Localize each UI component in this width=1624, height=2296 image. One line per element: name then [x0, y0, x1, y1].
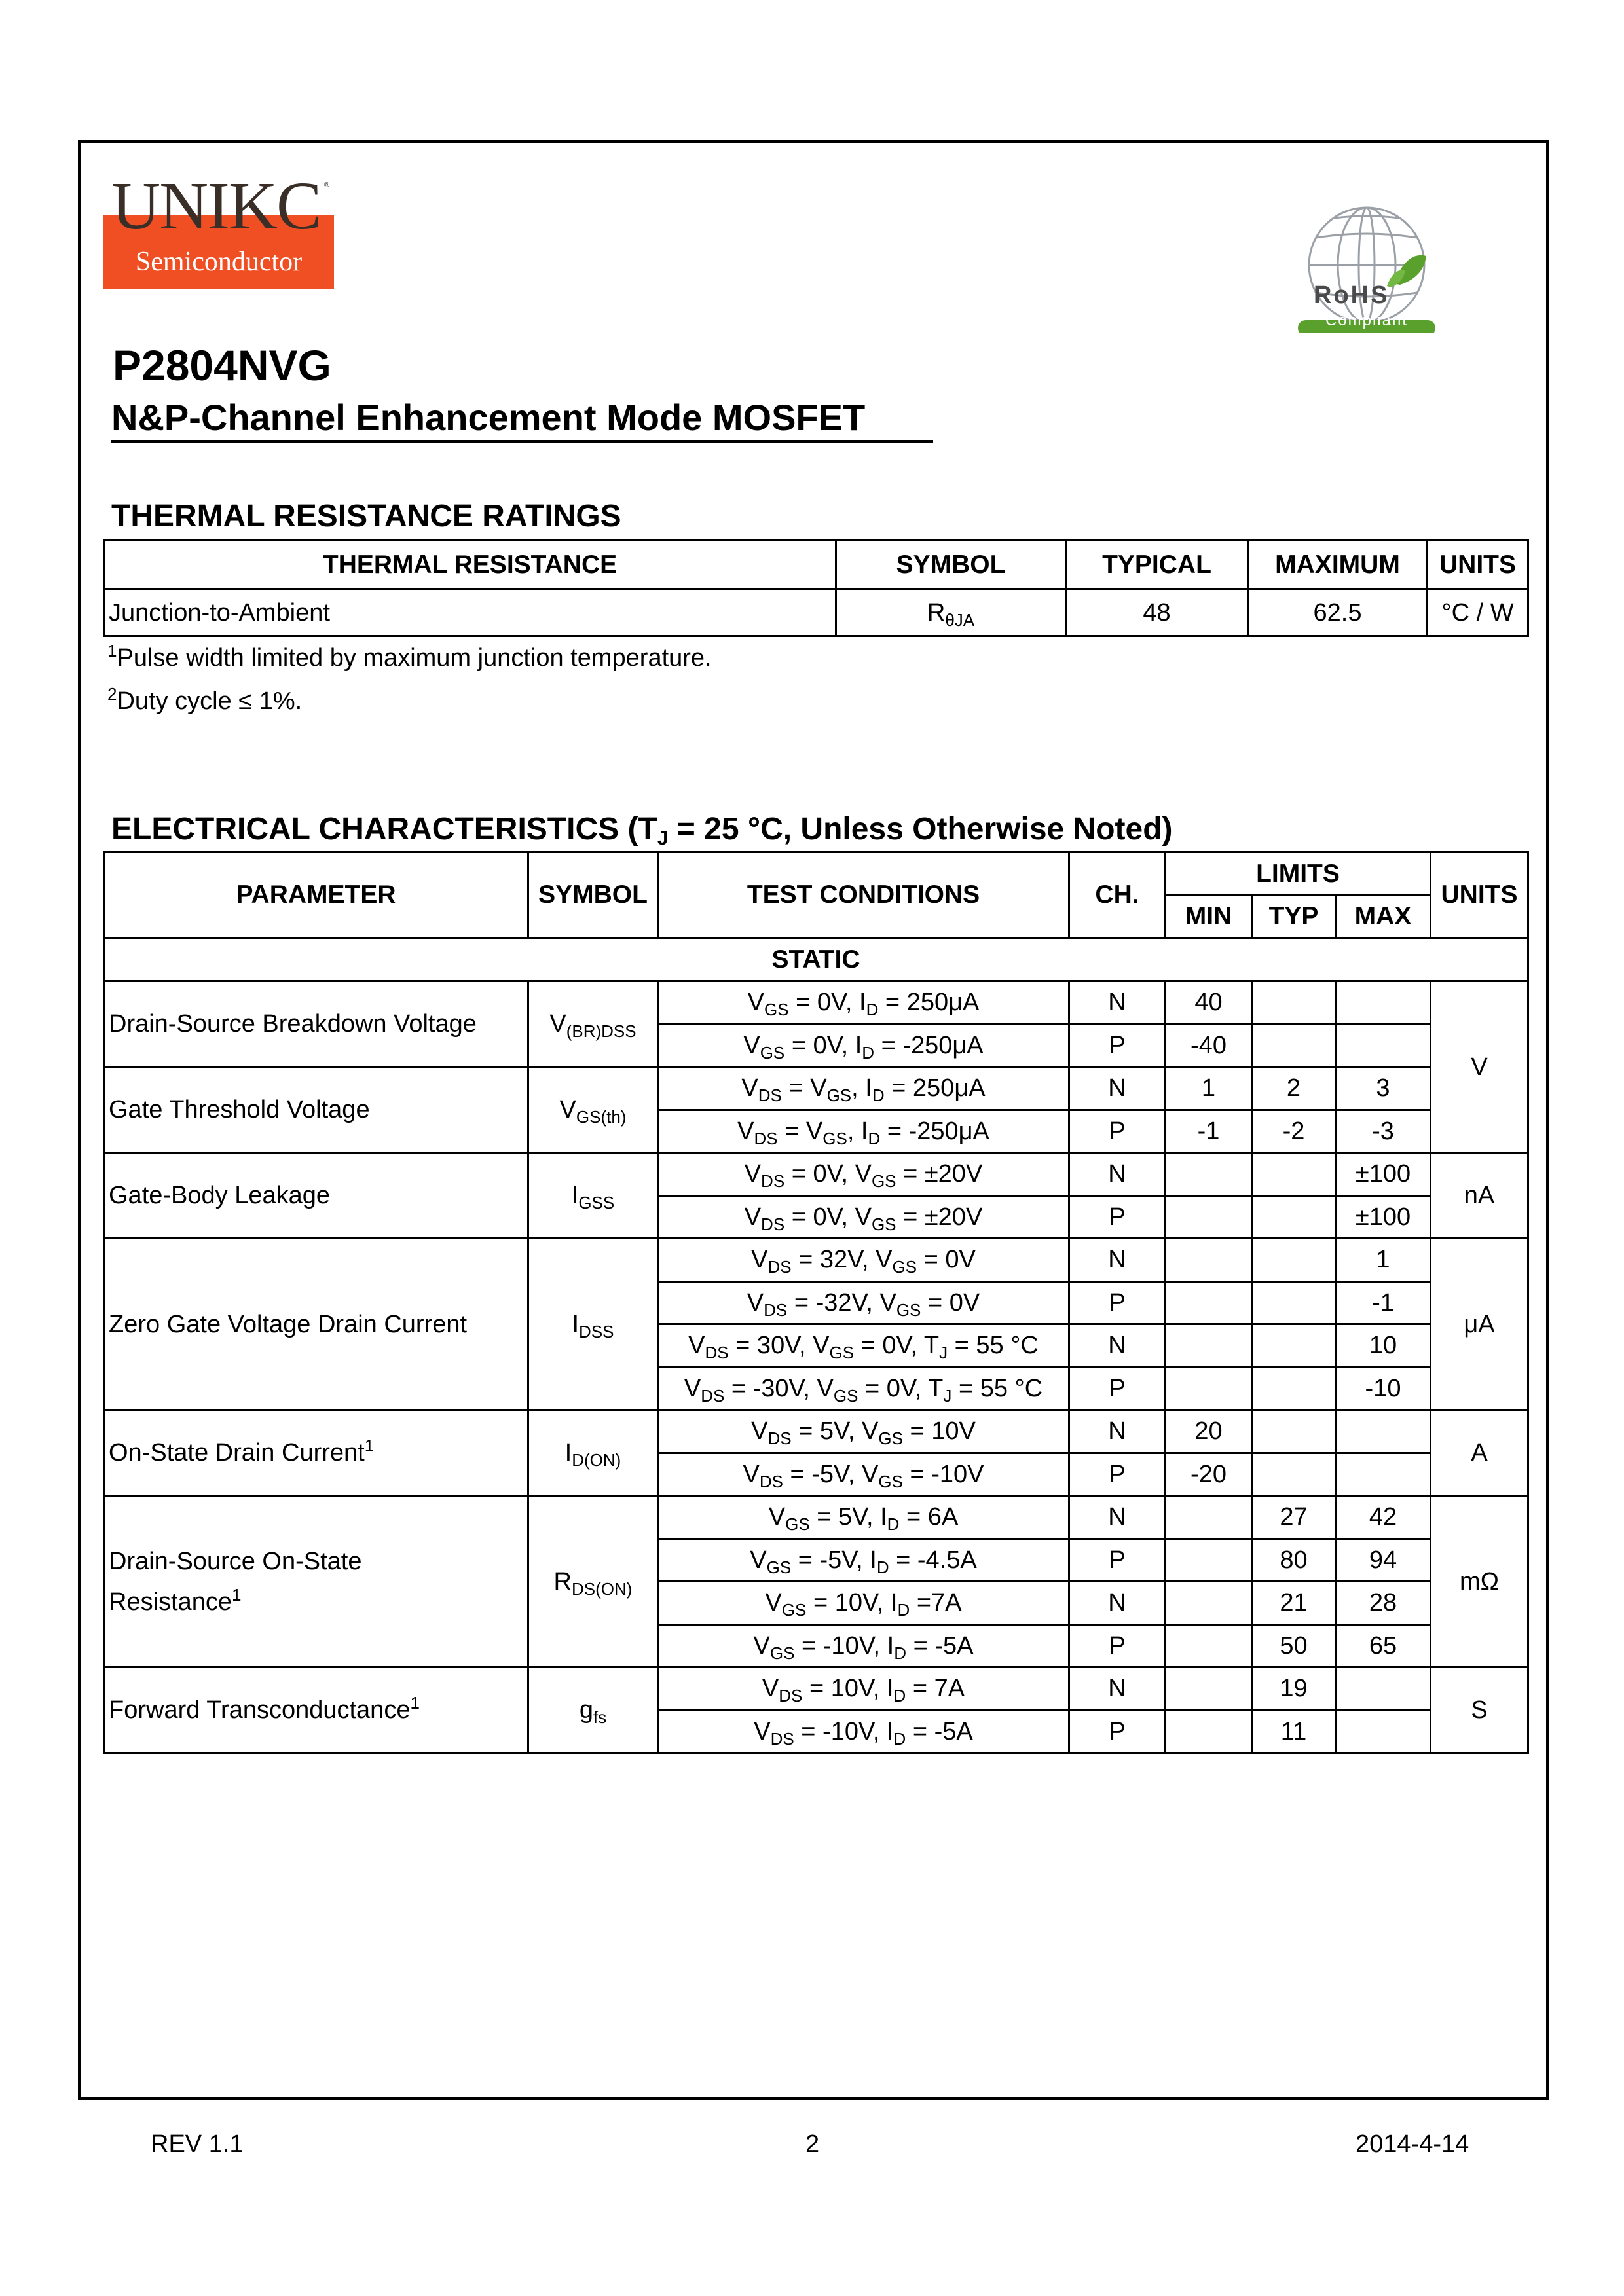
limit-max: 42 [1336, 1496, 1431, 1539]
electrical-header-row-1 [104, 852, 1528, 896]
cond-subscript: GS [769, 1643, 795, 1663]
param-name [104, 1667, 528, 1753]
limit-typ [1252, 1195, 1336, 1239]
cond-subscript: GS [766, 1557, 792, 1577]
channel: P [1069, 1195, 1166, 1239]
param-name [104, 981, 528, 1067]
cond-subscript: DS [761, 1171, 785, 1192]
electrical-heading: ELECTRICAL CHARACTERISTICS ($T_J = 25$ °C, Unless Otherwise Noted) [111, 812, 1173, 849]
limit-max [1336, 1710, 1431, 1753]
limit-typ: 21 [1252, 1582, 1336, 1625]
logo-subtitle: Semiconductor [135, 247, 303, 277]
units: S [1431, 1667, 1528, 1753]
cond-text: V [751, 1246, 768, 1274]
cond-subscript: DS [767, 1429, 792, 1449]
channel: N [1069, 1410, 1166, 1453]
cond-subscript: DS [701, 1385, 725, 1406]
cond-subscript: D [887, 1514, 900, 1535]
channel: N [1069, 1496, 1166, 1539]
cond-subscript: GS [764, 1000, 789, 1020]
thermal-maximum: 62.5 [1248, 589, 1428, 636]
cond-text: = V [777, 1117, 823, 1145]
cond-text: V [751, 1417, 768, 1446]
symbol-main: V [549, 1010, 566, 1038]
limit-max [1336, 981, 1431, 1025]
col-test-conditions: TEST CONDITIONS [658, 852, 1069, 938]
channel: P [1069, 1539, 1166, 1582]
limit-max [1336, 1024, 1431, 1067]
limit-max: ±100 [1336, 1153, 1431, 1196]
units: V [1431, 981, 1528, 1153]
cond-text: = -10V [902, 1460, 984, 1488]
cond-text: = ±20V [896, 1160, 983, 1188]
limit-min: -20 [1166, 1453, 1252, 1496]
thermal-heading: THERMAL RESISTANCE RATINGS [111, 499, 621, 534]
limit-min [1166, 1582, 1252, 1625]
logo-wordmark: UNIKC [111, 168, 321, 244]
units: A [1431, 1410, 1528, 1496]
cond-text: , I [847, 1117, 868, 1145]
footnote-mark: 1 [231, 1584, 242, 1605]
cond-text: V [754, 1717, 771, 1745]
test-condition [658, 1410, 1069, 1453]
param-name-text: Gate Threshold Voltage [109, 1096, 370, 1123]
channel: P [1069, 1024, 1166, 1067]
cond-text: V [762, 1675, 779, 1703]
limit-max: -1 [1336, 1281, 1431, 1324]
cond-text: V [753, 1631, 770, 1660]
cond-subscript: D [866, 1000, 879, 1020]
cond-text: V [747, 989, 765, 1017]
channel: N [1069, 1153, 1166, 1196]
cond-text: = -32V, V [787, 1288, 896, 1317]
param-name [104, 1067, 528, 1153]
cond-subscript: GS [781, 1600, 807, 1620]
limit-min: 1 [1166, 1067, 1252, 1110]
param-symbol [528, 981, 658, 1067]
test-condition [658, 1453, 1069, 1496]
channel: N [1069, 981, 1166, 1025]
spec-row [104, 1496, 1528, 1539]
cond-subscript: GS [822, 1128, 847, 1148]
company-logo [103, 168, 334, 289]
test-condition [658, 1195, 1069, 1239]
param-name-text: Gate-Body Leakage [109, 1182, 331, 1209]
symbol-sub: (BR)DSS [566, 1021, 637, 1041]
thermal-symbol: $R_{\theta JA}$ [836, 589, 1066, 636]
cond-text: V [744, 1203, 762, 1231]
param-symbol [528, 1239, 658, 1410]
cond-text: = 0V, V [784, 1203, 872, 1231]
test-condition [658, 1624, 1069, 1667]
electrical-table [103, 851, 1529, 1754]
limit-typ: 2 [1252, 1067, 1336, 1110]
param-name-line-2: Resistance [109, 1588, 232, 1616]
cond-text: V [743, 1031, 760, 1059]
test-condition [658, 1153, 1069, 1196]
limit-max: 28 [1336, 1582, 1431, 1625]
symbol-sub: DSS [579, 1321, 614, 1341]
cond-text: V [744, 1160, 762, 1188]
symbol-main: I [572, 1310, 580, 1338]
col-parameter: PARAMETER [104, 852, 528, 938]
cond-text: = -5V, I [791, 1546, 877, 1574]
cond-text: , I [851, 1074, 872, 1102]
cond-text: = -5A [906, 1631, 974, 1660]
cond-text: = V [781, 1074, 827, 1102]
symbol-sub: fs [593, 1707, 607, 1727]
cond-text: = 0V, V [784, 1160, 872, 1188]
cond-subscript: GS [892, 1257, 917, 1277]
cond-subscript: GS [826, 1085, 852, 1106]
channel: P [1069, 1110, 1166, 1153]
channel: N [1069, 1667, 1166, 1711]
col-typical: TYPICAL [1066, 541, 1248, 589]
cond-text: V [684, 1374, 701, 1402]
thermal-units: °C / W [1428, 589, 1528, 636]
cond-subscript: DS [754, 1128, 778, 1148]
param-name [104, 1410, 528, 1496]
limit-min [1166, 1239, 1252, 1282]
cond-text: =7A [910, 1589, 962, 1617]
cond-subscript: GS [760, 1042, 785, 1063]
cond-text: = 0V, T [854, 1332, 940, 1360]
cond-subscript: GS [878, 1429, 903, 1449]
cond-subscript: GS [833, 1385, 858, 1406]
cond-text: V [737, 1117, 754, 1145]
symbol-main: R [553, 1567, 572, 1595]
limit-min [1166, 1324, 1252, 1368]
limit-min [1166, 1496, 1252, 1539]
cond-text: = -5A [906, 1717, 973, 1745]
logo-registered-mark: ® [324, 181, 330, 189]
limit-typ [1252, 1153, 1336, 1196]
cond-text: = 0V, T [858, 1374, 944, 1402]
cond-text: V [768, 1503, 786, 1531]
limit-max: -10 [1336, 1367, 1431, 1410]
cond-subscript: D [872, 1085, 885, 1106]
units: mΩ [1431, 1496, 1528, 1667]
limit-typ [1252, 1239, 1336, 1282]
limit-min: -1 [1166, 1110, 1252, 1153]
cond-text: = 0V [917, 1246, 976, 1274]
limit-typ [1252, 981, 1336, 1025]
limit-min [1166, 1153, 1252, 1196]
cond-subscript: GS [871, 1214, 896, 1234]
limit-max [1336, 1453, 1431, 1496]
channel: N [1069, 1239, 1166, 1282]
test-condition [658, 1539, 1069, 1582]
limit-min [1166, 1710, 1252, 1753]
cond-subscript: DS [764, 1300, 788, 1320]
cond-subscript: DS [759, 1471, 783, 1491]
channel: P [1069, 1624, 1166, 1667]
spec-row [104, 1239, 1528, 1282]
param-symbol [528, 1067, 658, 1153]
limit-min [1166, 1539, 1252, 1582]
limit-typ [1252, 1410, 1336, 1453]
col-min: MIN [1166, 896, 1252, 938]
cond-subscript: DS [767, 1257, 792, 1277]
limit-min [1166, 1667, 1252, 1711]
col-channel: CH. [1069, 852, 1166, 938]
cond-text: = 30V, V [728, 1332, 830, 1360]
thermal-header-row [104, 541, 1528, 589]
limit-max: ±100 [1336, 1195, 1431, 1239]
cond-text: = 0V, I [788, 989, 866, 1017]
thermal-row [104, 589, 1528, 636]
rohs-sublabel: Compliant [1325, 312, 1409, 329]
limit-min [1166, 1281, 1252, 1324]
footer-revision: REV 1.1 [151, 2130, 244, 2158]
rohs-badge [1295, 205, 1438, 333]
cond-text: = 55 °C [951, 1374, 1043, 1402]
channel: P [1069, 1710, 1166, 1753]
limit-min: 20 [1166, 1410, 1252, 1453]
param-symbol [528, 1153, 658, 1239]
cond-text: V [741, 1074, 758, 1102]
part-number: P2804NVG [113, 341, 331, 390]
limit-typ [1252, 1453, 1336, 1496]
param-name [104, 1239, 528, 1410]
limit-typ [1252, 1024, 1336, 1067]
channel: P [1069, 1367, 1166, 1410]
cond-text: = 0V, I [784, 1031, 862, 1059]
limit-typ: 80 [1252, 1539, 1336, 1582]
test-condition [658, 1324, 1069, 1368]
col-maximum: MAXIMUM [1248, 541, 1428, 589]
cond-subscript: GS [785, 1514, 810, 1535]
limit-typ: 19 [1252, 1667, 1336, 1711]
test-condition [658, 1367, 1069, 1410]
cond-subscript: J [939, 1343, 948, 1363]
symbol-sub: D(ON) [572, 1450, 621, 1470]
cond-subscript: D [893, 1686, 906, 1706]
limit-typ [1252, 1367, 1336, 1410]
col-symbol: SYMBOL [528, 852, 658, 938]
param-name-line-1: Drain-Source On-State [109, 1547, 362, 1575]
channel: N [1069, 1067, 1166, 1110]
channel: P [1069, 1281, 1166, 1324]
limit-max: 10 [1336, 1324, 1431, 1368]
static-section-row [104, 938, 1528, 981]
cond-subscript: DS [705, 1343, 729, 1363]
cond-text: = -4.5A [889, 1546, 977, 1574]
param-name-text: Drain-Source Breakdown Voltage [109, 1010, 477, 1038]
cond-subscript: GS [896, 1300, 921, 1320]
symbol-main: g [579, 1696, 593, 1724]
cond-text: = 250μA [878, 989, 980, 1017]
symbol-main: V [559, 1096, 576, 1123]
symbol-main: I [564, 1439, 572, 1467]
cond-text: = -250μA [880, 1117, 989, 1145]
param-name [104, 1496, 528, 1667]
cond-text: V [765, 1589, 782, 1617]
channel: N [1069, 1324, 1166, 1368]
param-name-text: Zero Gate Voltage Drain Current [109, 1310, 468, 1338]
limit-typ: 50 [1252, 1624, 1336, 1667]
test-condition [658, 1067, 1069, 1110]
test-condition [658, 1110, 1069, 1153]
rohs-label: RoHS [1314, 282, 1390, 309]
thermal-param: Junction-to-Ambient [104, 589, 836, 636]
cond-text: = -250μA [874, 1031, 984, 1059]
cond-subscript: D [897, 1600, 910, 1620]
limit-min: 40 [1166, 981, 1252, 1025]
cond-subscript: GS [829, 1343, 855, 1363]
cond-text: V [688, 1332, 705, 1360]
param-name-text: Forward Transconductance [109, 1696, 411, 1724]
cond-subscript: GS [871, 1171, 896, 1192]
part-description: N&P-Channel Enhancement Mode MOSFET [111, 395, 933, 443]
cond-text: = 10V, I [802, 1675, 894, 1703]
cond-text: = -5V, V [783, 1460, 879, 1488]
test-condition [658, 1239, 1069, 1282]
limit-max: -3 [1336, 1110, 1431, 1153]
param-name-text: On-State Drain Current [109, 1439, 365, 1467]
test-condition [658, 981, 1069, 1025]
cond-subscript: D [893, 1728, 906, 1749]
cond-text: = 10V, I [806, 1589, 898, 1617]
footnote-mark: 1 [410, 1693, 420, 1713]
cond-text: = 5V, I [809, 1503, 887, 1531]
cond-text: = -30V, V [724, 1374, 834, 1402]
cond-subscript: D [862, 1042, 875, 1063]
limit-max: 65 [1336, 1624, 1431, 1667]
limit-typ: 11 [1252, 1710, 1336, 1753]
cond-text: = 250μA [884, 1074, 986, 1102]
limit-max: 1 [1336, 1239, 1431, 1282]
limit-max [1336, 1410, 1431, 1453]
cond-subscript: DS [770, 1728, 794, 1749]
col-units: UNITS [1431, 852, 1528, 938]
units: μA [1431, 1239, 1528, 1410]
symbol-main: I [571, 1182, 579, 1209]
cond-text: = 5V, V [791, 1417, 879, 1446]
cond-text: V [743, 1460, 760, 1488]
units: nA [1431, 1153, 1528, 1239]
col-thermal-resistance: THERMAL RESISTANCE [104, 541, 836, 589]
channel: N [1069, 1582, 1166, 1625]
limit-max: 94 [1336, 1539, 1431, 1582]
param-symbol [528, 1667, 658, 1753]
cond-text: = 10V [902, 1417, 976, 1446]
symbol-sub: GSS [578, 1193, 615, 1212]
cond-text: = 6A [899, 1503, 959, 1531]
cond-text: = 0V [921, 1288, 980, 1317]
cond-subscript: DS [779, 1686, 803, 1706]
test-condition [658, 1281, 1069, 1324]
test-condition [658, 1024, 1069, 1067]
limit-min [1166, 1367, 1252, 1410]
footnote-1: $^1$Pulse width limited by maximum junction temperature. [107, 641, 712, 672]
limit-max [1336, 1667, 1431, 1711]
cond-text: = 7A [906, 1675, 965, 1703]
limit-typ: 27 [1252, 1496, 1336, 1539]
channel: P [1069, 1453, 1166, 1496]
limit-min [1166, 1624, 1252, 1667]
cond-subscript: D [868, 1128, 881, 1148]
footnote-2: $^2$Duty cycle ≤ 1%. [107, 684, 303, 715]
param-symbol [528, 1496, 658, 1667]
cond-subscript: D [894, 1643, 907, 1663]
spec-row [104, 1667, 1528, 1711]
footnote-mark: 1 [364, 1436, 375, 1455]
col-units: UNITS [1428, 541, 1528, 589]
cond-subscript: GS [878, 1471, 903, 1491]
param-name [104, 1153, 528, 1239]
spec-row [104, 981, 1528, 1025]
limit-min: -40 [1166, 1024, 1252, 1067]
thermal-table [103, 539, 1529, 637]
cond-text: = -10V, I [794, 1717, 894, 1745]
spec-row [104, 1410, 1528, 1453]
test-condition [658, 1667, 1069, 1711]
col-typ: TYP [1252, 896, 1336, 938]
cond-subscript: J [943, 1385, 952, 1406]
limit-min [1166, 1195, 1252, 1239]
cond-subscript: DS [758, 1085, 782, 1106]
spec-row [104, 1153, 1528, 1196]
cond-text: V [750, 1546, 767, 1574]
test-condition [658, 1710, 1069, 1753]
limit-typ [1252, 1281, 1336, 1324]
cond-text: = 32V, V [791, 1246, 893, 1274]
symbol-sub: GS(th) [576, 1107, 627, 1127]
limit-typ: -2 [1252, 1110, 1336, 1153]
symbol-sub: DS(ON) [572, 1578, 633, 1599]
cond-text: V [747, 1288, 764, 1317]
cond-subscript: D [876, 1557, 889, 1577]
footer-date: 2014-4-14 [1356, 2130, 1469, 2158]
cond-text: = -10V, I [794, 1631, 895, 1660]
limit-max: 3 [1336, 1067, 1431, 1110]
param-symbol [528, 1410, 658, 1496]
limit-typ [1252, 1324, 1336, 1368]
static-label: STATIC [104, 938, 1528, 981]
test-condition [658, 1496, 1069, 1539]
col-limits: LIMITS [1166, 852, 1431, 896]
test-condition [658, 1582, 1069, 1625]
cond-text: = 55 °C [948, 1332, 1039, 1360]
spec-row [104, 1067, 1528, 1110]
cond-subscript: DS [761, 1214, 785, 1234]
cond-text: = ±20V [896, 1203, 983, 1231]
col-symbol: SYMBOL [836, 541, 1066, 589]
footer-page-number: 2 [805, 2130, 820, 2158]
thermal-typical: 48 [1066, 589, 1248, 636]
col-max: MAX [1336, 896, 1431, 938]
